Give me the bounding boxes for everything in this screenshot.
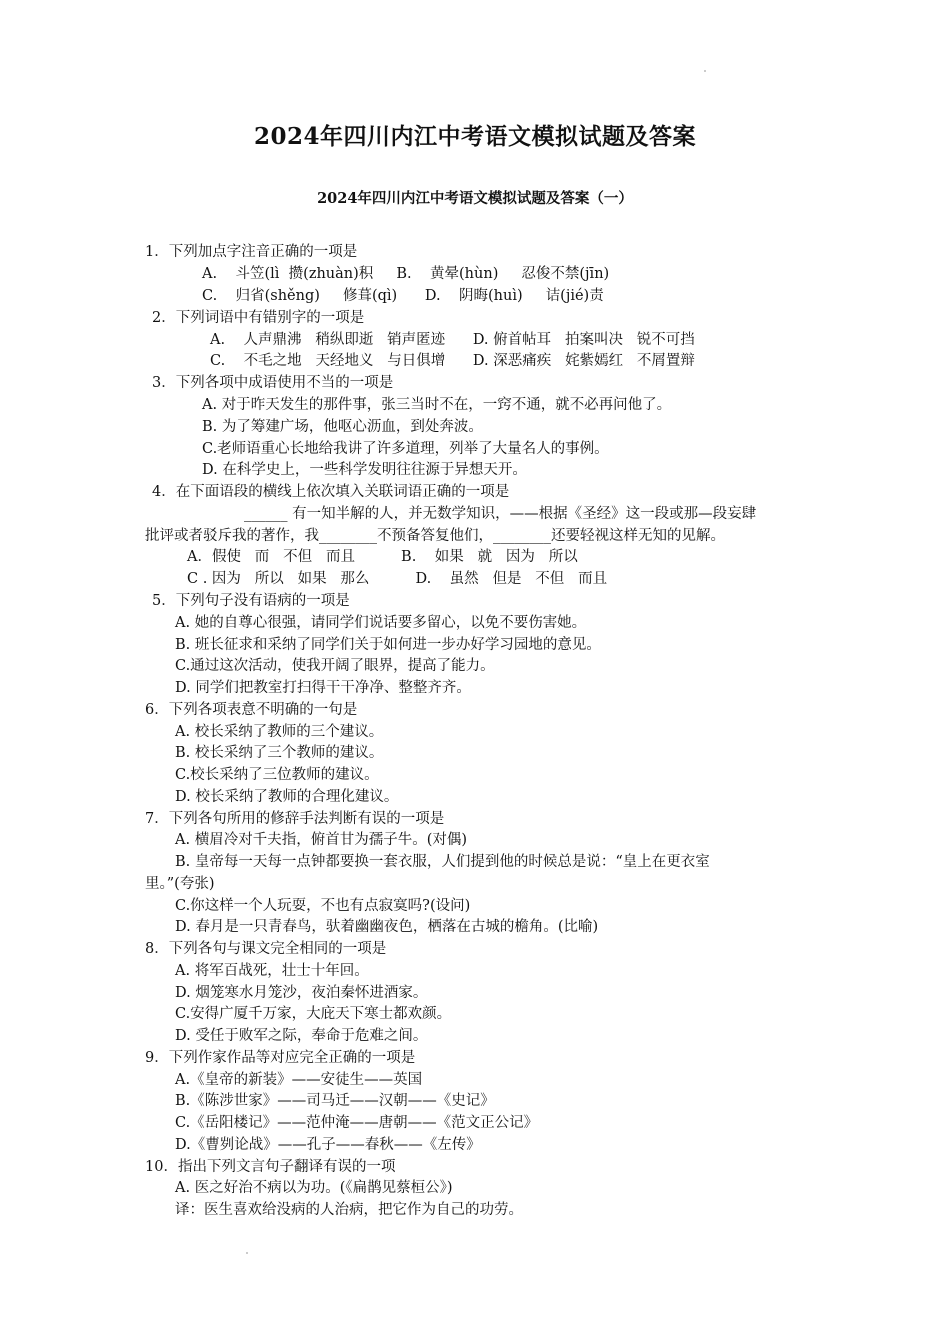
scan-speck: [704, 70, 706, 72]
scan-speck: [246, 1252, 248, 1254]
question-9-option-d: D.《曹刿论战》——孔子——春秋——《左传》: [175, 1137, 481, 1153]
question-7-option-c: C.你这样一个人玩耍，不也有点寂寞吗?(设问): [175, 898, 471, 914]
question-2-options-ab: A. 人声鼎沸 稍纵即逝 销声匿迹 D. 俯首帖耳 拍案叫决 锐不可挡: [210, 332, 695, 348]
question-1-options-cd: C. 归省(shěng) 修葺(qì) D. 阴晦(huì) 诘(jié)责: [202, 288, 604, 304]
question-5-option-a: A. 她的自尊心很强，请同学们说话要多留心，以免不要伤害她。: [175, 615, 587, 631]
question-7-option-a: A. 横眉冷对千夫指，俯首甘为孺子牛。(对偶): [175, 832, 468, 848]
document-subtitle: 2024年四川内江中考语文模拟试题及答案（一）: [317, 190, 633, 207]
question-6-stem: 6．下列各项表意不明确的一句是: [145, 702, 358, 718]
question-5-option-b: B. 班长征求和采纳了同学们关于如何进一步办好学习园地的意见。: [175, 637, 601, 653]
question-7-stem: 7．下列各句所用的修辞手法判断有误的一项是: [145, 811, 445, 827]
question-1-options-ab: A. 斗笠(lì 攒(zhuàn)积 B. 黄晕(hùn) 忍俊不禁(jīn): [202, 266, 610, 282]
question-9-stem: 9．下列作家作品等对应完全正确的一项是: [145, 1050, 416, 1066]
question-3-option-a: A. 对于昨天发生的那件事，张三当时不在，一窍不通，就不必再问他了。: [202, 397, 672, 413]
question-1-stem: 1．下列加点字注音正确的一项是: [145, 244, 358, 260]
question-5-stem: 5．下列句子没有语病的一项是: [152, 593, 350, 609]
question-3-option-d: D. 在科学史上，一些科学发明往往源于异想天开。: [202, 462, 527, 478]
question-5-option-d: D. 同学们把教室打扫得干干净净、整整齐齐。: [175, 680, 471, 696]
question-2-stem: 2．下列词语中有错别字的一项是: [152, 310, 365, 326]
question-5-option-c: C.通过这次活动，使我开阔了眼界，提高了能力。: [175, 658, 495, 674]
question-10-translation: 译：医生喜欢给没病的人治病，把它作为自己的功劳。: [175, 1202, 523, 1218]
question-4-stem: 4．在下面语段的横线上依次填入关联词语正确的一项是: [152, 484, 510, 500]
question-6-option-b: B. 校长采纳了三个教师的建议。: [175, 745, 384, 761]
question-7-option-d: D. 春月是一只青春鸟，驮着幽幽夜色，栖落在古城的檐角。(比喻): [175, 919, 599, 935]
question-6-option-c: C.校长采纳了三位教师的建议。: [175, 767, 379, 783]
question-8-option-a: A. 将军百战死，壮士十年回。: [175, 963, 369, 979]
question-8-option-d: D. 受任于败军之际，奉命于危难之间。: [175, 1028, 428, 1044]
question-9-option-a: A.《皇帝的新装》——安徒生——英国: [175, 1072, 423, 1088]
question-7-option-b-cont: 里。”(夸张): [145, 876, 215, 892]
question-9-option-c: C.《岳阳楼记》——范仲淹——唐朝——《范文正公记》: [175, 1115, 539, 1131]
question-4-passage-line: 批评或者驳斥我的著作，我________不预备答复他们，________还要轻视这样无知的见解。: [145, 528, 725, 544]
question-6-option-d: D. 校长采纳了教师的合理化建议。: [175, 789, 399, 805]
question-6-option-a: A. 校长采纳了教师的三个建议。: [175, 724, 384, 740]
question-4-options-ab: A．假使 而 不但 而且 B. 如果 就 因为 所以: [187, 549, 578, 565]
question-3-option-b: B. 为了筹建广场，他呕心沥血，到处奔波。: [202, 419, 483, 435]
question-10-stem: 10．指出下列文言句子翻译有误的一项: [145, 1159, 396, 1175]
question-4-options-cd: C . 因为 所以 如果 那么 D. 虽然 但是 不但 而且: [187, 571, 608, 587]
question-3-stem: 3．下列各项中成语使用不当的一项是: [152, 375, 394, 391]
question-8-option-c: C.安得广厦千万家，大庇天下寒士都欢颜。: [175, 1006, 452, 1022]
question-10-option-a: A. 医之好治不病以为功。(《扁鹊见蔡桓公》): [175, 1180, 453, 1196]
question-8-stem: 8．下列各句与课文完全相同的一项是: [145, 941, 387, 957]
question-2-options-cd: C. 不毛之地 天经地义 与日俱增 D. 深恶痛疾 姹紫嫣红 不屑置辩: [210, 353, 695, 369]
question-7-option-b: B. 皇帝每一天每一点钟都要换一套衣服，人们提到他的时候总是说：“皇上在更衣室: [175, 854, 710, 870]
question-9-option-b: B.《陈涉世家》——司马迁——汉朝——《史记》: [175, 1093, 495, 1109]
question-3-option-c: C.老师语重心长地给我讲了许多道理，列举了大量名人的事例。: [202, 441, 609, 457]
document-title: 2024年四川内江中考语文模拟试题及答案: [253, 123, 696, 150]
question-8-option-b: D. 烟笼寒水月笼沙，夜泊秦怀进酒家。: [175, 985, 428, 1001]
question-4-passage-line: ______ 有一知半解的人，并无数学知识，——根据《圣经》这一段或那—段妄肆: [244, 506, 757, 522]
